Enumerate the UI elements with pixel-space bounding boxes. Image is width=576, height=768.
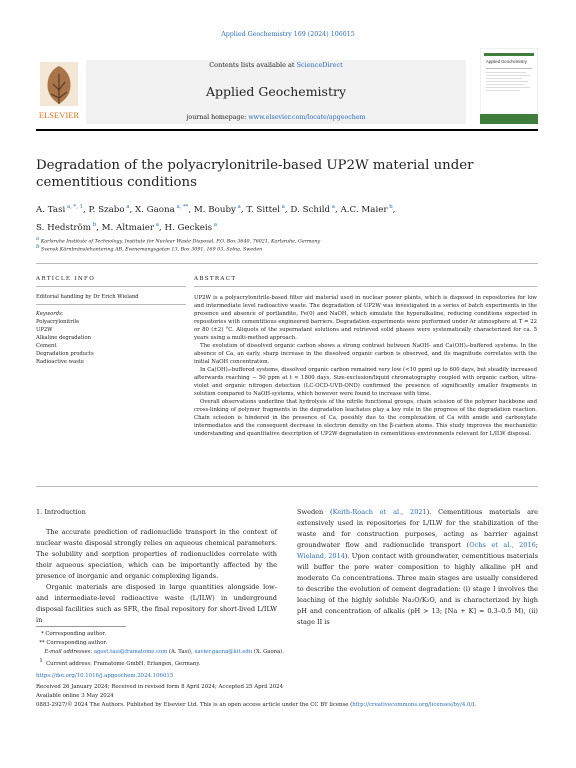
author-affiliation-marker[interactable]: a: [154, 221, 159, 228]
author-name[interactable]: A.C. Maier: [340, 204, 388, 215]
author-affiliation-marker[interactable]: a: [212, 221, 217, 228]
header-rule: [36, 129, 538, 131]
keyword-item: Radioactive waste: [36, 359, 84, 365]
author-affiliation-marker[interactable]: a, *, 1: [65, 204, 83, 210]
svg-text:ELSEVIER: ELSEVIER: [38, 110, 80, 120]
body-left-column: [36, 507, 277, 626]
abstract-heading: ABSTRACT: [194, 276, 237, 282]
journal-homepage: journal homepage: www.elsevier.com/locate/apgeochem: [186, 114, 366, 121]
journal-homepage-link[interactable]: www.elsevier.com/locate/apgeochem: [248, 114, 366, 121]
author-list: A. Tasi $^{a, *, 1}$, P. Szabo $^a$, X. Gaona $^{a, **}$, M. Bouby $^a$, T. Sittel $^a$, D. Schild $^a$, A.C. Maier $^b$, S. Hedström $^b$, M. Altmaier $^a$, H. Geckeis $^a$: [36, 204, 396, 233]
keyword-item: Polyacrylonitrile: [36, 319, 80, 325]
body-paragraph: Sweden (Keith-Roach et al., 2021). Cementitious materials are extensively used in repositories for L/ILW for the stabilization of the waste and for construction purposes, acting as barrier against groundwater flow and radionuclide transport (Ochs et al., 2016; Wieland, 2014). Upon contact with groundwater, cementitious materials will buffer the pore water composition to highly alkaline pH and moderate Ca concentrations. Three main stages are usually considered to describe the evolution of cement degradation: (i) stage I involves the leaching of the highly soluble Na₂O/K₂O, and is characterized by high pH and concentration of alkalis (pH > 13; [Na + K] ≈ 0.3–0.5 M), (ii) stage II is: [297, 508, 538, 626]
author-affiliation-marker[interactable]: a: [280, 204, 285, 210]
license-statement: 0883-2927/© 2024 The Authors. Published by Elsevier Ltd. This is an open access article under the CC BY license (http://creativecommons.org/licenses/by/4.0/).: [36, 702, 477, 708]
sciencedirect-link[interactable]: ScienceDirect: [296, 61, 343, 69]
footnote-corresponding-2: ** Corresponding author.: [36, 640, 108, 646]
author-affiliation-marker[interactable]: a, **: [174, 204, 189, 210]
author-name[interactable]: H. Geckeis: [164, 222, 213, 233]
svg-text:Applied Geochemistry: Applied Geochemistry: [486, 59, 527, 64]
footnote-current-address: $^1$ Current address: Framatome GmbH, Erlangen, Germany.: [39, 658, 201, 667]
footnote-corresponding-1: * Corresponding author.: [36, 631, 107, 637]
keywords-label: Keywords:: [36, 311, 64, 317]
article-title: Degradation of the polyacrylonitrile-based UP2W material under cementitious conditions: [36, 158, 474, 190]
keyword-item: Degradation products: [36, 351, 94, 357]
author-name[interactable]: M. Bouby: [193, 204, 236, 215]
journal-citation[interactable]: Applied Geochemistry 169 (2024) 106015: [221, 31, 355, 38]
abstract-paragraph: Overall observations underline that hydrolysis of the nitrile functional groups, chain scission of the polymer backbone and cross-linking of polymer fragments in the degradation leachates play a key role in the progress of the degradation reaction. Chain scission is hindered in the presence of Ca, possibly due to the complexation of Ca with amide and carboxylate intermediates and the consequent decrease in electron density on the β-carbon atoms. This study improves the mechanistic understanding and quantitative description of UP2W degradation in cementitious environments relevant for L/ILW disposal.: [194, 399, 537, 437]
body-right-column: [297, 507, 538, 628]
abstract-rule: [194, 286, 537, 287]
article-info-rule: [36, 286, 186, 287]
available-online: Available online 3 May 2024: [36, 693, 114, 699]
author-affiliation-marker[interactable]: a: [330, 204, 335, 210]
author-name[interactable]: D. Schild: [290, 204, 331, 215]
license-link[interactable]: http://creativecommons.org/licenses/by/4.0/: [352, 702, 473, 708]
citation-link[interactable]: Keith-Roach et al., 2021: [332, 508, 427, 516]
affiliation-b: $^b$ Svensk Kärnbränslehantering AB, Evenemangsgatan 13, Box 3091, 169 03, Solna, Sweden: [36, 244, 263, 253]
body-paragraph: The accurate prediction of radionuclide transport in the context of nuclear waste disposal strongly relies on aqueous chemical parameters. The solubility and sorption properties of radionuclides correlate with their aqueous speciation, which can be importantly affected by the presence of inorganic and organic complexing ligands.: [36, 528, 277, 580]
keywords-rule: [36, 304, 186, 305]
elsevier-logo[interactable]: [36, 60, 82, 124]
author-name[interactable]: S. Hedström: [36, 222, 92, 233]
section-divider: [36, 263, 538, 264]
editorial-handling: Editorial handling by Dr Erich Wieland: [36, 294, 139, 300]
abstract-paragraph: The evolution of dissolved organic carbon shows a strong contrast between NaOH- and Ca(OH)₂-buffered systems. In the absence of Ca, an early, sharp increase in the dissolved organic carbon is observed, and its magnitude correlates with the initial NaOH concentration.: [194, 343, 537, 365]
journal-title: Applied Geochemistry: [205, 84, 347, 99]
affiliation-a: $^a$ Karlsruhe Institute of Technology, Institute for Nuclear Waste Disposal, P.O. Box 3640, 76021, Karlsruhe, Germany: [36, 236, 321, 245]
keyword-item: Alkaline degradation: [36, 335, 91, 341]
article-info-heading: ARTICLE INFO: [36, 276, 96, 282]
journal-cover-thumbnail[interactable]: [480, 48, 538, 124]
citation-link[interactable]: Wieland, 2014: [297, 552, 345, 560]
footnote-rule: [36, 626, 126, 627]
contents-line: Contents lists available at ScienceDirect: [209, 61, 343, 69]
author-affiliation-marker[interactable]: a: [124, 204, 130, 210]
author-affiliation-marker[interactable]: b: [387, 204, 393, 210]
author-name[interactable]: P. Szabo: [88, 204, 125, 215]
author-name[interactable]: T. Sittel: [246, 204, 281, 215]
keywords-block: [36, 310, 186, 366]
email-link[interactable]: agost.tasi@framatome.com: [93, 649, 168, 655]
keyword-item: UP2W: [36, 327, 53, 333]
abstract-paragraph: UP2W is a polyacrylonitrile-based filter aid material used in nuclear power plants, which is disposed in repositories for low and intermediate level radioactive waste. The degradation of UP2W was investigated in a series of batch experiments in the presence and absence of portlandite, Fe(0) and NaOH, which simulate the hyperalkaline, reducing conditions expected in repositories with cementitious engineered barriers. Degradation experiments were performed under Ar atmosphere at T = 22 or 80 (±2) °C. Aliquots of the supernatant solutions and retrieved solid phases were systematically characterized for ca. 5 years using a multi-method approach.: [194, 295, 537, 341]
article-history: Received 26 January 2024; Received in revised form 8 April 2024; Accepted 25 April 2024: [36, 684, 284, 690]
author-affiliation-marker[interactable]: a: [235, 204, 241, 210]
keyword-item: Cement: [36, 343, 57, 349]
body-paragraph: Organic materials are disposed in large quantities alongside low- and intermediate-level radioactive waste (L/ILW) in underground disposal facilities such as SFR, the final repository for short-lived L/ILW in: [36, 583, 277, 624]
abstract-body: [194, 294, 537, 438]
email-link[interactable]: xavier.gaona@kit.edu: [194, 649, 253, 655]
author-affiliation-marker[interactable]: b: [91, 221, 97, 228]
abstract-bottom-rule: [36, 486, 538, 487]
citation-link[interactable]: Ochs et al., 2016: [469, 541, 536, 549]
author-name[interactable]: M. Altmaier: [101, 222, 155, 233]
footnote-emails: E-mail addresses: agost.tasi@framatome.com (A. Tasi), xavier.gaona@kit.edu (X. Gaona).: [44, 649, 284, 655]
abstract-paragraph: In Ca(OH)₂-buffered systems, dissolved organic carbon remained very low (<10 ppm) up to 600 days, but steadily increased afterwards reaching ∼ 50 ppm at t ≈ 1800 days. Size-exclusion/liquid chromatography coupled with organic carbon, ultra-violet and organic nitrogen detection (LC-OCD-UVD-OND) confirmed the presence of significantly smaller fragments in solution compared to NaOH-systems, which however were found to increase with time.: [194, 367, 537, 397]
author-name[interactable]: X. Gaona: [134, 204, 175, 215]
section-heading-introduction: 1. Introduction: [36, 508, 86, 516]
doi-link[interactable]: https://doi.org/10.1016/j.apgeochem.2024.106015: [36, 673, 174, 679]
author-name[interactable]: A. Tasi: [36, 204, 66, 215]
